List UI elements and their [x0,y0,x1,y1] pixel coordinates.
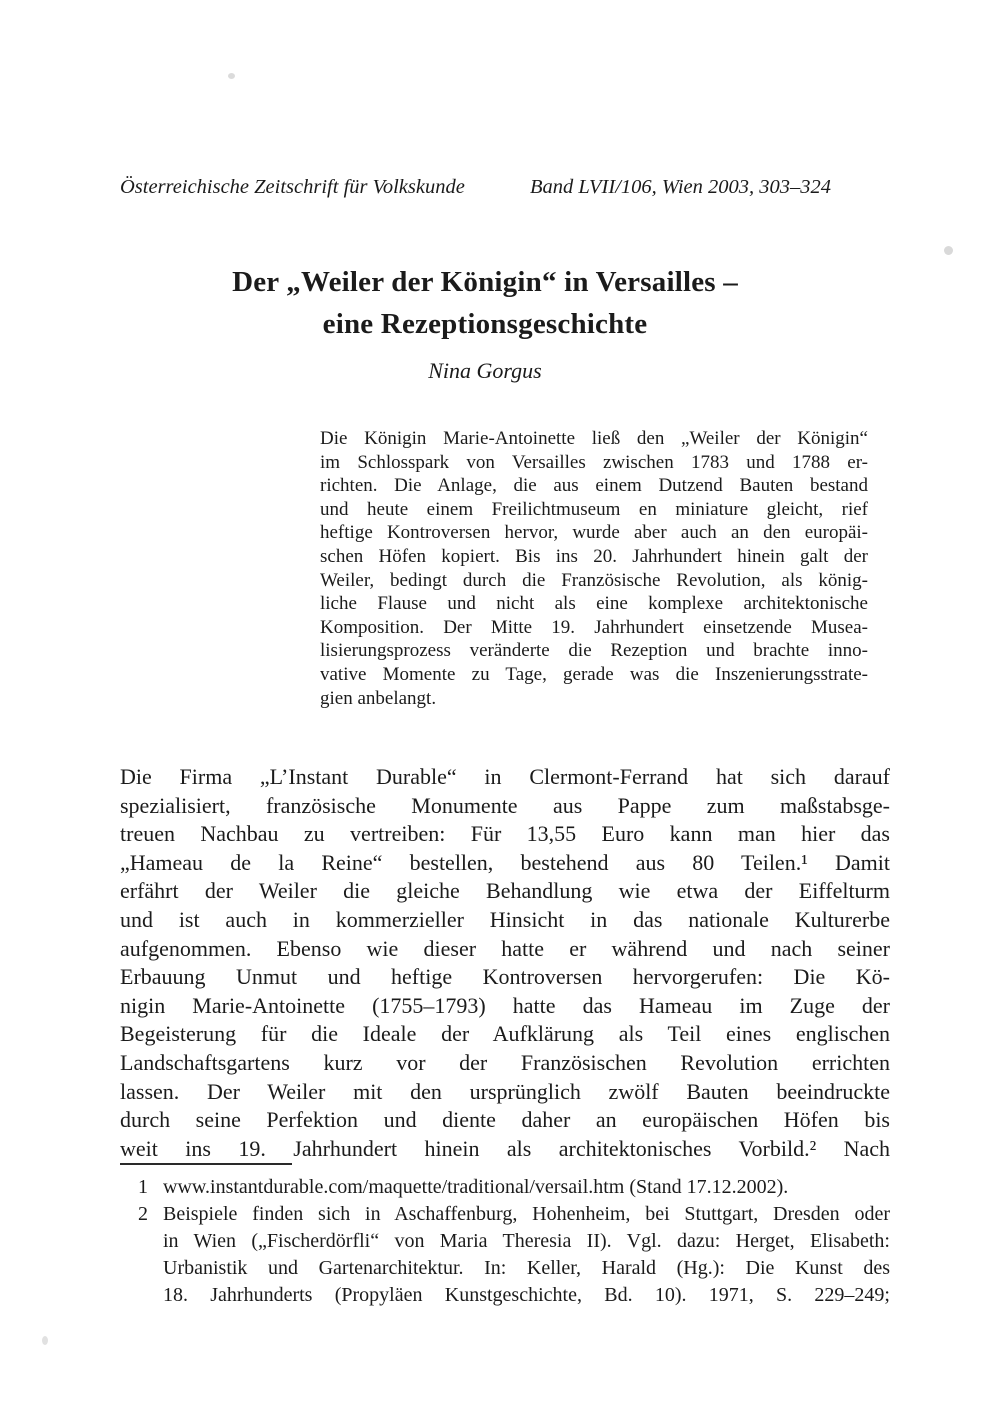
text-line: Die Firma „L’Instant Durable“ in Clermont-Ferrand hat sich darauf [120,764,890,789]
body-paragraph [120,763,890,1163]
footnote-number: 2 [138,1203,148,1225]
text-line: vative Momente zu Tage, gerade was die Inszenierungsstrate- [320,663,868,685]
text-line: nigin Marie-Antoinette (1755–1793) hatte das Hameau im Zuge der [120,992,890,1018]
text-line: eine Rezeptionsgeschichte [322,308,648,340]
text-line: aufgenommen. Ebenso wie dieser hatte er während und nach seiner [120,935,890,961]
text-line: Der „Weiler der Königin“ in Versailles – [232,266,738,298]
text-line: heftige Kontroversen hervor, wurde aber auch an den europäi- [320,522,868,544]
footnote-number: 1 [138,1176,148,1198]
text-line: lassen. Der Weiler mit den ursprünglich zwölf Bauten beeindruckte [120,1078,890,1104]
article-title [100,261,870,345]
footnote-text [163,1174,890,1201]
text-line: Urbanistik und Gartenarchitektur. In: Keller, Harald (Hg.): Die Kunst des [163,1257,890,1279]
text-line: treuen Nachbau zu vertreiben: Für 13,55 Euro kann man hier das [120,821,890,847]
article-author: Nina Gorgus [428,358,542,383]
footnote [138,1201,890,1309]
journal-name: Österreichische Zeitschrift für Volkskunde [120,176,465,198]
text-line: durch seine Perfektion und diente daher an europäischen Höfen bis [120,1107,890,1133]
footnote-separator [120,1163,292,1165]
text-line: www.instantdurable.com/maquette/traditional/versail.htm (Stand 17.12.2002). [163,1176,789,1198]
text-line: in Wien („Fischerdörfli“ von Maria Theresia II). Vgl. dazu: Herget, Elisabeth: [163,1230,890,1252]
text-line: liche Flause und nicht als eine komplexe architektonische [320,593,868,615]
text-line: weit ins 19. Jahrhundert hinein als architektonisches Vorbild.² Nach [120,1135,890,1161]
text-line: spezialisiert, französische Monumente aus Pappe zum maßstabsge- [120,792,890,818]
text-line: und heute einem Freilichtmuseum en miniature gleicht, rief [320,498,868,520]
text-line: Weiler, bedingt durch die Französische Revolution, als könig- [320,569,868,591]
text-line: und ist auch in kommerzieller Hinsicht in das nationale Kulturerbe [120,906,890,932]
text-line: Komposition. Der Mitte 19. Jahrhundert einsetzende Musea- [320,616,868,638]
abstract [320,427,868,710]
volume-info: Band LVII/106, Wien 2003, 303–324 [530,176,832,198]
text-line: „Hameau de la Reine“ bestellen, bestehend aus 80 Teilen.¹ Damit [120,849,890,875]
text-line: erfährt der Weiler die gleiche Behandlung wie etwa der Eiffelturm [120,878,890,904]
text-line: Begeisterung für die Ideale der Aufklärung als Teil eines englischen [120,1021,890,1047]
scan-speck [42,1336,48,1345]
footnotes [138,1174,890,1309]
text-line: richten. Die Anlage, die aus einem Dutzend Bauten bestand [320,475,868,497]
scan-speck [228,73,235,79]
text-line: 18. Jahrhunderts (Propyläen Kunstgeschichte, Bd. 10). 1971, S. 229–249; [163,1284,890,1306]
text-line: im Schlosspark von Versailles zwischen 1783 und 1788 er- [320,451,868,473]
text-line: Landschaftsgartens kurz vor der Französischen Revolution errichten [120,1049,890,1075]
footnote [138,1174,890,1201]
text-line: Erbauung Unmut und heftige Kontroversen hervorgerufen: Die Kö- [120,964,890,990]
scan-speck [944,246,953,255]
text-line: Beispiele finden sich in Aschaffenburg, Hohenheim, bei Stuttgart, Dresden oder [163,1203,890,1225]
text-line: Die Königin Marie-Antoinette ließ den „Weiler der Königin“ [320,428,868,449]
text-line: schen Höfen kopiert. Bis ins 20. Jahrhundert hinein galt der [320,545,868,567]
text-line: lisierungsprozess veränderte die Rezeption und brachte inno- [320,640,868,662]
text-line: gien anbelangt. [320,687,437,709]
footnote-text [163,1201,890,1309]
